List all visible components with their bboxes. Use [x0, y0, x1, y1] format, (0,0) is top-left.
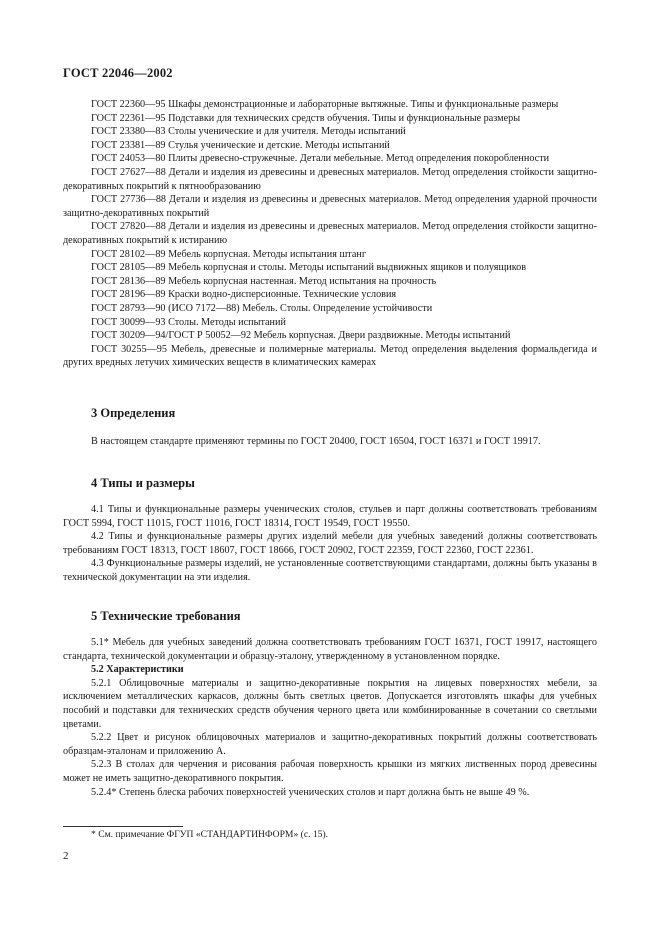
reference-item: ГОСТ 27736—88 Детали и изделия из древесины и древесных материалов. Метод определения ударной прочности защитно-декоративных покрытий [63, 194, 597, 219]
paragraph-5-2-3: 5.2.3 В столах для черчения и рисования рабочая поверхность крышки из мягких лиственных пород древесины может не иметь защитно-декоративного покрытия. [63, 759, 597, 784]
reference-item: ГОСТ 22361—95 Подставки для технических средств обучения. Типы и функциональные размеры [91, 112, 521, 124]
reference-item: ГОСТ 22360—95 Шкафы демонстрационные и лабораторные вытяжные. Типы и функциональные размеры [91, 99, 559, 110]
footnote: * См. примечание ФГУП «СТАНДАРТИНФОРМ» (с. 15). [91, 829, 329, 840]
section-4-body [63, 503, 597, 585]
section-3-body [63, 435, 597, 449]
paragraph-5-2-1: 5.2.1 Облицовочные материалы и защитно-декоративные покрытия на лицевых поверхностях мебели, за исключением металлических каркасов, должны быть светлых цветов. Допускается изготовлять шкафы для учебных пособий и подставки для технических средств обучения черного цвета или комбинированные в сочетании со светлыми цветами. [63, 677, 597, 730]
reference-item: ГОСТ 23381—89 Стулья ученические и детские. Методы испытаний [91, 139, 390, 151]
section-5-body [63, 636, 597, 799]
reference-item: ГОСТ 27627—88 Детали и изделия из древесины и древесных материалов. Метод определения стойкости защитно-декоративных покрытий к пятнообразованию [63, 166, 597, 192]
reference-item: ГОСТ 30099—93 Столы. Методы испытаний [91, 316, 286, 328]
references-list [63, 98, 597, 370]
paragraph-5-2-2: 5.2.2 Цвет и рисунок облицовочных материалов и защитно-декоративных покрытий должны соответствовать образцам-эталонам и приложению А. [63, 732, 597, 757]
paragraph-4-3: 4.3 Функциональные размеры изделий, не установленные соответствующими стандартами, должны быть указаны в технической документации на эти изделия. [63, 558, 597, 583]
section-5 [63, 608, 597, 624]
section-3-title: 3 Определения [91, 406, 176, 420]
reference-item: ГОСТ 30255—95 Мебель, древесные и полимерные материалы. Метод определения выделения формальдегида и других вредных летучих химических веществ в климатических камерах [63, 343, 597, 369]
reference-item: ГОСТ 28196—89 Краски водно-дисперсионные. Технические условия [91, 289, 397, 301]
paragraph-4-1: 4.1 Типы и функциональные размеры ученических столов, стульев и парт должны соответствовать требованиям ГОСТ 5994, ГОСТ 11015, ГОСТ 11016, ГОСТ 18314, ГОСТ 19549, ГОСТ 19550. [63, 504, 597, 529]
reference-item: ГОСТ 27820—88 Детали и изделия из древесины и древесных материалов. Метод определения стойкости защитно-декоративных покрытий к истиранию [63, 221, 597, 246]
reference-item: ГОСТ 28136—89 Мебель корпусная настенная. Метод испытания на прочность [91, 275, 437, 287]
reference-item: ГОСТ 28793—90 (ИСО 7172—88) Мебель. Столы. Определение устойчивости [91, 302, 433, 314]
page-header: ГОСТ 22046—2002 [63, 66, 173, 80]
reference-item: ГОСТ 28102—89 Мебель корпусная. Методы испытания штанг [91, 248, 367, 260]
paragraph-5-1: 5.1* Мебель для учебных заведений должна соответствовать требованиям ГОСТ 16371, ГОСТ 19917, настоящего стандарта, технической документации и образцу-эталону, утвержденному в установленном порядке. [63, 637, 597, 662]
paragraph-5-2-4: 5.2.4* Степень блеска рабочих поверхностей ученических столов и парт должна быть не выше 49 %. [91, 786, 530, 798]
section-3 [63, 405, 597, 421]
section-3-text: В настоящем стандарте применяют термины по ГОСТ 20400, ГОСТ 16504, ГОСТ 16371 и ГОСТ 19917. [91, 436, 541, 447]
footnote-divider [63, 826, 183, 827]
page-number: 2 [63, 850, 69, 862]
section-5-title: 5 Технические требования [91, 609, 241, 623]
paragraph-4-2: 4.2 Типы и функциональные размеры других изделий мебели для учебных заведений должны соответствовать требованиям ГОСТ 18313, ГОСТ 18607, ГОСТ 18666, ГОСТ 20902, ГОСТ 22359, ГОСТ 22360, ГОСТ 22361. [63, 531, 597, 556]
section-4 [63, 475, 597, 491]
reference-item: ГОСТ 23380—83 Столы ученические и для учителя. Методы испытаний [91, 126, 406, 138]
reference-item: ГОСТ 28105—89 Мебель корпусная и столы. Методы испытаний выдвижных ящиков и полуящиков [91, 262, 527, 274]
section-4-title: 4 Типы и размеры [91, 476, 195, 490]
reference-item: ГОСТ 30209—94/ГОСТ Р 50052—92 Мебель корпусная. Двери раздвижные. Методы испытаний [91, 330, 511, 342]
subsection-5-2-title: 5.2 Характеристики [91, 664, 184, 676]
reference-item: ГОСТ 24053—80 Плиты древесно-стружечные. Детали мебельные. Метод определения покоробленности [91, 153, 550, 165]
